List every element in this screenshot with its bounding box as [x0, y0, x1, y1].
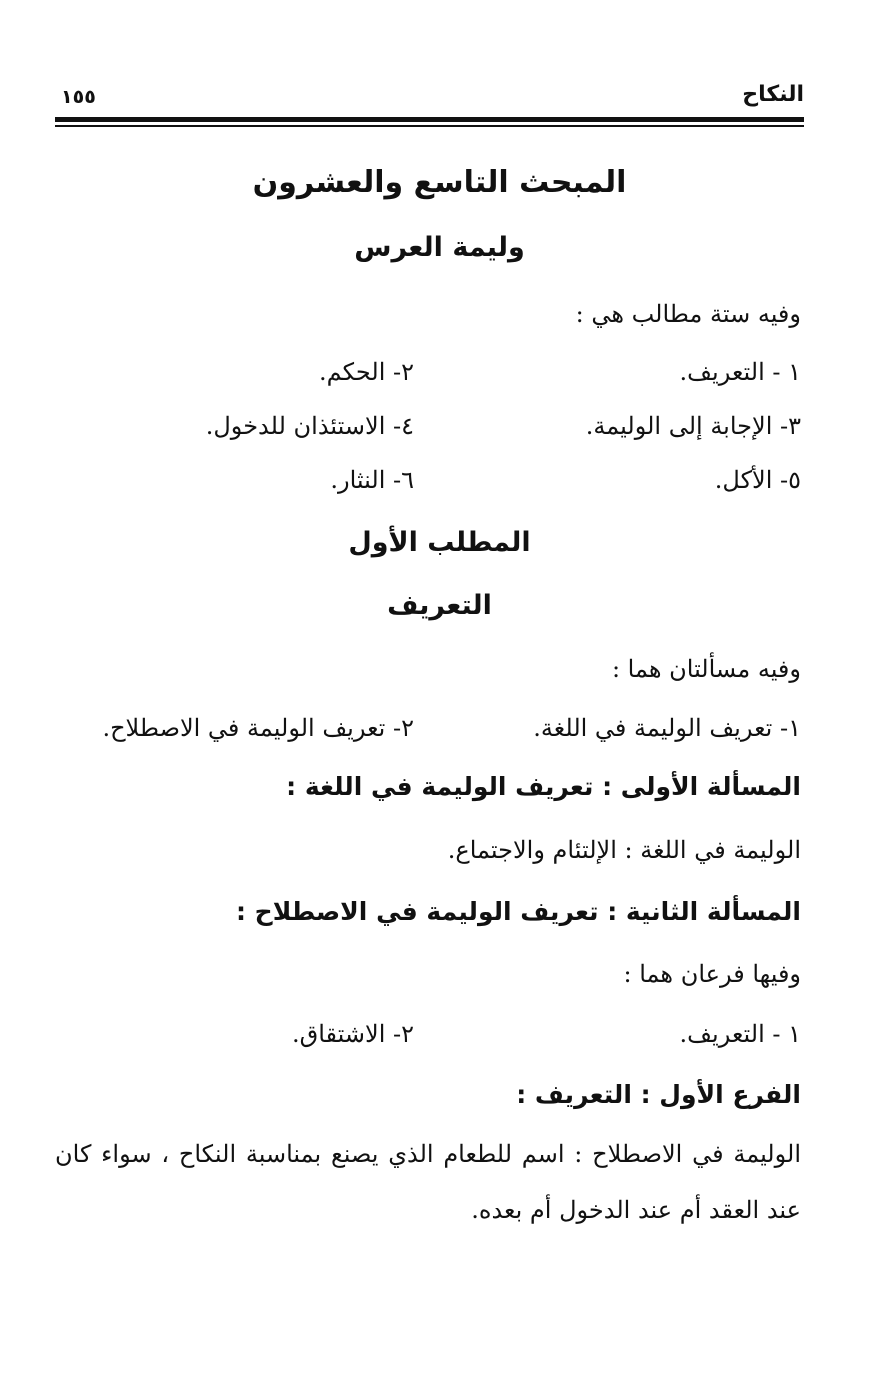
branch1-heading: الفرع الأول : التعريف : [516, 1080, 801, 1109]
section-item-1: ١- تعريف الوليمة في اللغة. [533, 714, 801, 742]
chapter-title: المبحث التاسع والعشرون [252, 165, 627, 200]
section-subtitle: التعريف [387, 590, 492, 621]
running-title: النكاح [742, 82, 804, 107]
branch1-line-2: عند العقد أم عند الدخول أم بعده. [471, 1196, 801, 1224]
branch1-line-1: الوليمة في الاصطلاح : اسم للطعام الذي يصنع بمناسبة النكاح ، سواء كان [55, 1140, 801, 1168]
chapter-item-6: ٦- النثار. [330, 466, 414, 494]
issue2-item-2: ٢- الاشتقاق. [291, 1020, 414, 1048]
section-title: المطلب الأول [348, 527, 531, 558]
issue2-heading: المسألة الثانية : تعريف الوليمة في الاصطلاح : [235, 897, 801, 926]
page-header [55, 82, 804, 116]
chapter-item-3: ٣- الإجابة إلى الوليمة. [585, 412, 801, 440]
issue1-heading: المسألة الأولى : تعريف الوليمة في اللغة : [286, 772, 801, 801]
section-intro: وفيه مسألتان هما : [611, 655, 801, 683]
header-rule-thick [55, 117, 804, 122]
chapter-item-1: ١ - التعريف. [679, 358, 801, 386]
chapter-item-5: ٥- الأكل. [714, 466, 801, 494]
chapter-item-4: ٤- الاستئذان للدخول. [205, 412, 414, 440]
issue2-intro: وفيها فرعان هما : [623, 960, 801, 988]
chapter-subtitle: وليمة العرس [354, 232, 525, 263]
header-rule-thin [55, 125, 804, 127]
section-item-2: ٢- تعريف الوليمة في الاصطلاح. [102, 714, 414, 742]
chapter-item-2: ٢- الحكم. [319, 358, 414, 386]
issue2-item-1: ١ - التعريف. [679, 1020, 801, 1048]
page-number: ١٥٥ [61, 86, 96, 108]
chapter-intro: وفيه ستة مطالب هي : [575, 300, 801, 328]
issue1-text: الوليمة في اللغة : الإلتئام والاجتماع. [447, 836, 801, 864]
